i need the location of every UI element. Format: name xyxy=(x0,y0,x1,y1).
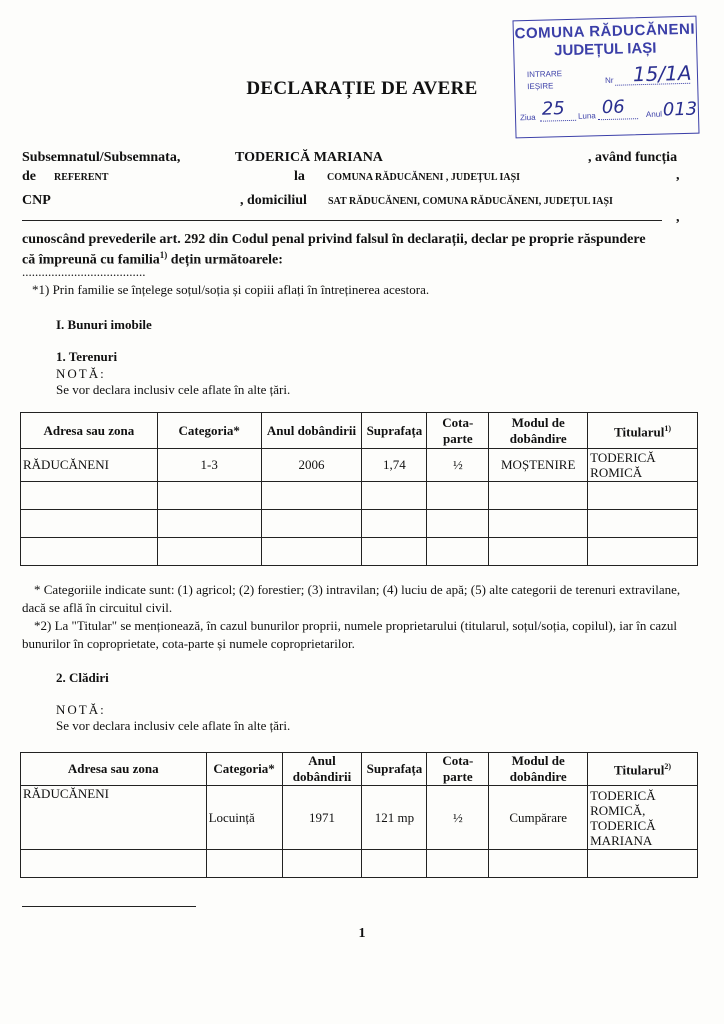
footnote-separator xyxy=(22,906,196,907)
table-cell: Locuință xyxy=(206,786,282,850)
table-row xyxy=(21,786,698,850)
table-cell: Cumpărare xyxy=(489,786,588,850)
avand-functia-label: , având funcția xyxy=(588,150,678,165)
col-header: Modul de dobândire xyxy=(489,413,588,449)
table-cell: MOȘTENIRE xyxy=(489,449,588,482)
stamp-anul-value: 013 xyxy=(662,98,698,121)
footnote-familie: *1) Prin familie se înțelege soțul/soția și copiii aflați în întreținerea acestora. xyxy=(32,282,430,297)
col-header: Titularul$^{1)}$ xyxy=(588,413,698,449)
table-cell: 2006 xyxy=(261,449,362,482)
section-bunuri-imobile-title: I. Bunuri imobile xyxy=(56,317,152,332)
terenuri-nota-label: NOTĂ: xyxy=(56,366,106,381)
functia-comma: , xyxy=(676,168,680,183)
stamp-line-commune: COMUNA RĂDUCĂNENI xyxy=(514,20,696,43)
col-header: Cota-parte xyxy=(427,753,489,786)
page-number: 1 xyxy=(358,926,366,941)
cnp-label: CNP xyxy=(22,193,51,208)
stamp-line-county: JUDEȚUL IAȘI xyxy=(553,39,657,60)
table-cell: TODERICĂ ROMICĂ, TODERICĂ MARIANA xyxy=(588,786,698,850)
col-header: Titularul$^{2)}$ xyxy=(588,753,698,786)
stamp-intrare-label: INTRARE xyxy=(526,69,563,80)
intro-line-1: cunoscând prevederile art. 292 din Codul penal privind falsul în declarații, declar pe proprie răspundere xyxy=(22,232,646,247)
stamp-nr-value: 15/1A xyxy=(632,60,692,87)
cladiri-heading: 2. Clădiri xyxy=(56,670,109,685)
functia-value: REFERENT xyxy=(54,172,109,183)
col-header: Anul dobândirii xyxy=(282,753,362,786)
intro-line-2: că împreună cu familia$^{1)}$ dețin următoarele: xyxy=(22,250,283,268)
table-cell: 121 mp xyxy=(362,786,427,850)
col-header: Adresa sau zona xyxy=(21,753,207,786)
cladiri-nota-label: NOTĂ: xyxy=(56,702,106,717)
table-cell: ½ xyxy=(427,786,489,850)
col-header: Anul dobândirii xyxy=(261,413,362,449)
table-cell: RĂDUCĂNENI xyxy=(21,786,207,850)
col-header: Suprafața xyxy=(362,753,427,786)
stamp-luna-label: Luna xyxy=(577,111,596,121)
col-header: Modul de dobândire xyxy=(489,753,588,786)
col-header: Cota-parte xyxy=(427,413,489,449)
table-row xyxy=(21,510,698,538)
table-row xyxy=(21,449,698,482)
cladiri-table xyxy=(20,752,698,878)
stamp-ziua-label: Ziua xyxy=(519,112,536,123)
la-label: la xyxy=(294,169,305,184)
domiciliul-label: , domiciliul xyxy=(240,193,307,208)
table-cell: 1971 xyxy=(282,786,362,850)
note-titular: *2) La "Titular" se menționează, în cazul bunurilor proprii, numele proprietarului (titularul, soțul/soția, copilul), iar în cazul bunurilor în coproprietate, cota-parte și numele coproprietarilor. xyxy=(22,618,677,651)
registration-stamp xyxy=(512,16,699,139)
col-header: Suprafața xyxy=(362,413,427,449)
table-cell: RĂDUCĂNENI xyxy=(21,449,158,482)
table-cell: 1-3 xyxy=(157,449,261,482)
de-label: de xyxy=(22,169,36,184)
table-cell: 1,74 xyxy=(362,449,427,482)
terenuri-table xyxy=(20,412,698,566)
col-header: Adresa sau zona xyxy=(21,413,158,449)
table-row xyxy=(21,482,698,510)
note-categorii: * Categoriile indicate sunt: (1) agricol; (2) forestier; (3) intravilan; (4) luciu de apă; (5) alte categorii de terenuri extravilane, dacă se află în circuitul civil. xyxy=(22,582,681,615)
col-header: Categoria* xyxy=(157,413,261,449)
col-header: Categoria* xyxy=(206,753,282,786)
terenuri-nota-text: Se vor declara inclusiv cele aflate în alte țări. xyxy=(56,382,291,397)
page-title: DECLARAȚIE DE AVERE xyxy=(246,78,478,99)
address-comma: , xyxy=(676,210,680,225)
institutia-value: COMUNA RĂDUCĂNENI , JUDEȚUL IAȘI xyxy=(327,172,521,183)
table-row xyxy=(21,538,698,566)
table-cell: TODERICĂ ROMICĂ xyxy=(588,449,698,482)
table-row xyxy=(21,850,698,878)
declarant-name: TODERICĂ MARIANA xyxy=(235,150,383,165)
intro-dots: ...................................... xyxy=(22,264,146,279)
stamp-anul-label: Anul xyxy=(645,109,663,119)
table-cell: ½ xyxy=(427,449,489,482)
stamp-luna-value: 06 xyxy=(601,96,625,119)
subsemnatul-label: Subsemnatul/Subsemnata, xyxy=(22,150,181,165)
address-underline xyxy=(22,220,662,221)
stamp-iesire-label: IEȘIRE xyxy=(527,81,554,92)
stamp-nr-label: Nr xyxy=(604,75,614,86)
terenuri-heading: 1. Terenuri xyxy=(56,349,118,364)
domiciliul-value: SAT RĂDUCĂNENI, COMUNA RĂDUCĂNENI, JUDEȚUL IAȘI xyxy=(328,196,613,207)
cladiri-nota-text: Se vor declara inclusiv cele aflate în alte țări. xyxy=(56,718,291,733)
stamp-ziua-value: 25 xyxy=(541,98,565,120)
